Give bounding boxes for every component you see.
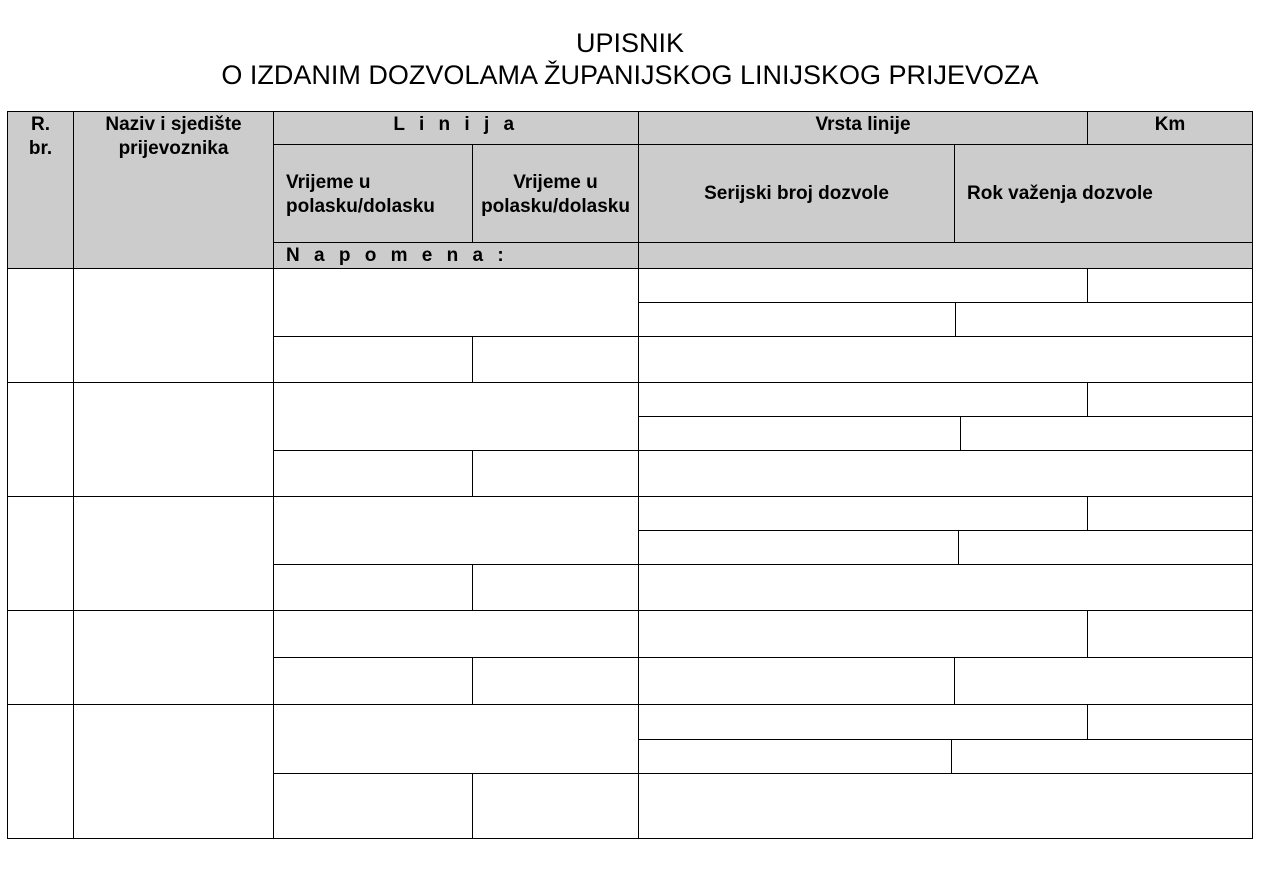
vrijeme-cell-1[interactable] — [273, 564, 473, 612]
vrijeme-cell-1[interactable] — [273, 657, 473, 705]
km-cell[interactable] — [1087, 382, 1253, 417]
linija-cell[interactable] — [273, 610, 639, 658]
rok-vazenja-cell[interactable] — [951, 739, 1253, 774]
document-subtitle: O IZDANIM DOZVOLAMA ŽUPANIJSKOG LINIJSKOG PRIJEVOZA — [221, 60, 1039, 90]
header-naziv-label: Naziv i sjedište — [105, 114, 242, 135]
napomena-cell[interactable] — [638, 773, 1253, 839]
header-vrijeme2-label-2: polasku/dolasku — [481, 196, 630, 217]
vrijeme-cell-2[interactable] — [472, 773, 639, 839]
serijski-broj-cell[interactable] — [638, 416, 961, 451]
vrijeme-cell-1[interactable] — [273, 450, 473, 498]
header-naziv-label-2: prijevoznika — [118, 138, 229, 159]
vrsta-linije-cell[interactable] — [638, 496, 1088, 531]
header-vrijeme1-label-2: polasku/dolasku — [286, 196, 435, 217]
linija-cell[interactable] — [273, 382, 639, 451]
header-serijski-broj-label: Serijski broj dozvole — [704, 183, 889, 204]
km-cell[interactable] — [1087, 704, 1253, 740]
napomena-cell[interactable] — [638, 336, 1253, 384]
header-rbr-label: R. — [31, 114, 50, 135]
linija-cell[interactable] — [273, 496, 639, 565]
header-napomena-right-cell — [638, 242, 1253, 269]
naziv-cell[interactable] — [73, 382, 274, 498]
vrsta-linije-cell[interactable] — [638, 704, 1088, 740]
vrijeme-cell-1[interactable] — [273, 773, 473, 839]
linija-cell[interactable] — [273, 704, 639, 774]
rok-vazenja-cell[interactable] — [954, 657, 1253, 705]
vrijeme-cell-2[interactable] — [472, 336, 639, 384]
serijski-broj-cell[interactable] — [638, 302, 956, 337]
header-vrijeme1-label: Vrijeme u — [286, 172, 371, 193]
vrsta-linije-cell[interactable] — [638, 382, 1088, 417]
header-rbr-label-2: br. — [28, 138, 53, 159]
serijski-broj-cell[interactable] — [638, 739, 952, 774]
km-cell[interactable] — [1087, 268, 1253, 303]
header-napomena-label: N a p o m e n a : — [286, 245, 509, 266]
rbr-cell[interactable] — [7, 704, 74, 839]
rbr-cell[interactable] — [7, 268, 74, 384]
vrijeme-cell-2[interactable] — [472, 564, 639, 612]
vrsta-linije-cell[interactable] — [638, 610, 1088, 658]
rbr-cell[interactable] — [7, 382, 74, 498]
rok-vazenja-cell[interactable] — [958, 530, 1253, 565]
napomena-cell[interactable] — [638, 564, 1253, 612]
naziv-cell[interactable] — [73, 610, 274, 705]
header-km-label: Km — [1154, 114, 1186, 135]
vrijeme-cell-2[interactable] — [472, 450, 639, 498]
vrsta-linije-cell[interactable] — [638, 268, 1088, 303]
vrijeme-cell-1[interactable] — [273, 336, 473, 384]
rok-vazenja-cell[interactable] — [955, 302, 1253, 337]
naziv-cell[interactable] — [73, 704, 274, 839]
km-cell[interactable] — [1087, 610, 1253, 658]
header-linija-label: L i n i j a — [393, 114, 519, 135]
km-cell[interactable] — [1087, 496, 1253, 531]
header-vrijeme2-label: Vrijeme u — [513, 172, 598, 193]
vrijeme-cell-2[interactable] — [472, 657, 639, 705]
naziv-cell[interactable] — [73, 496, 274, 612]
header-rok-vazenja-label: Rok važenja dozvole — [967, 183, 1153, 204]
linija-cell[interactable] — [273, 268, 639, 337]
serijski-broj-cell[interactable] — [638, 530, 959, 565]
rbr-cell[interactable] — [7, 496, 74, 612]
serijski-broj-cell[interactable] — [638, 657, 955, 705]
napomena-cell[interactable] — [638, 450, 1253, 498]
rbr-cell[interactable] — [7, 610, 74, 705]
rok-vazenja-cell[interactable] — [960, 416, 1253, 451]
naziv-cell[interactable] — [73, 268, 274, 384]
header-vrsta-linije-label: Vrsta linije — [815, 114, 911, 135]
document-title: UPISNIK — [575, 28, 685, 58]
